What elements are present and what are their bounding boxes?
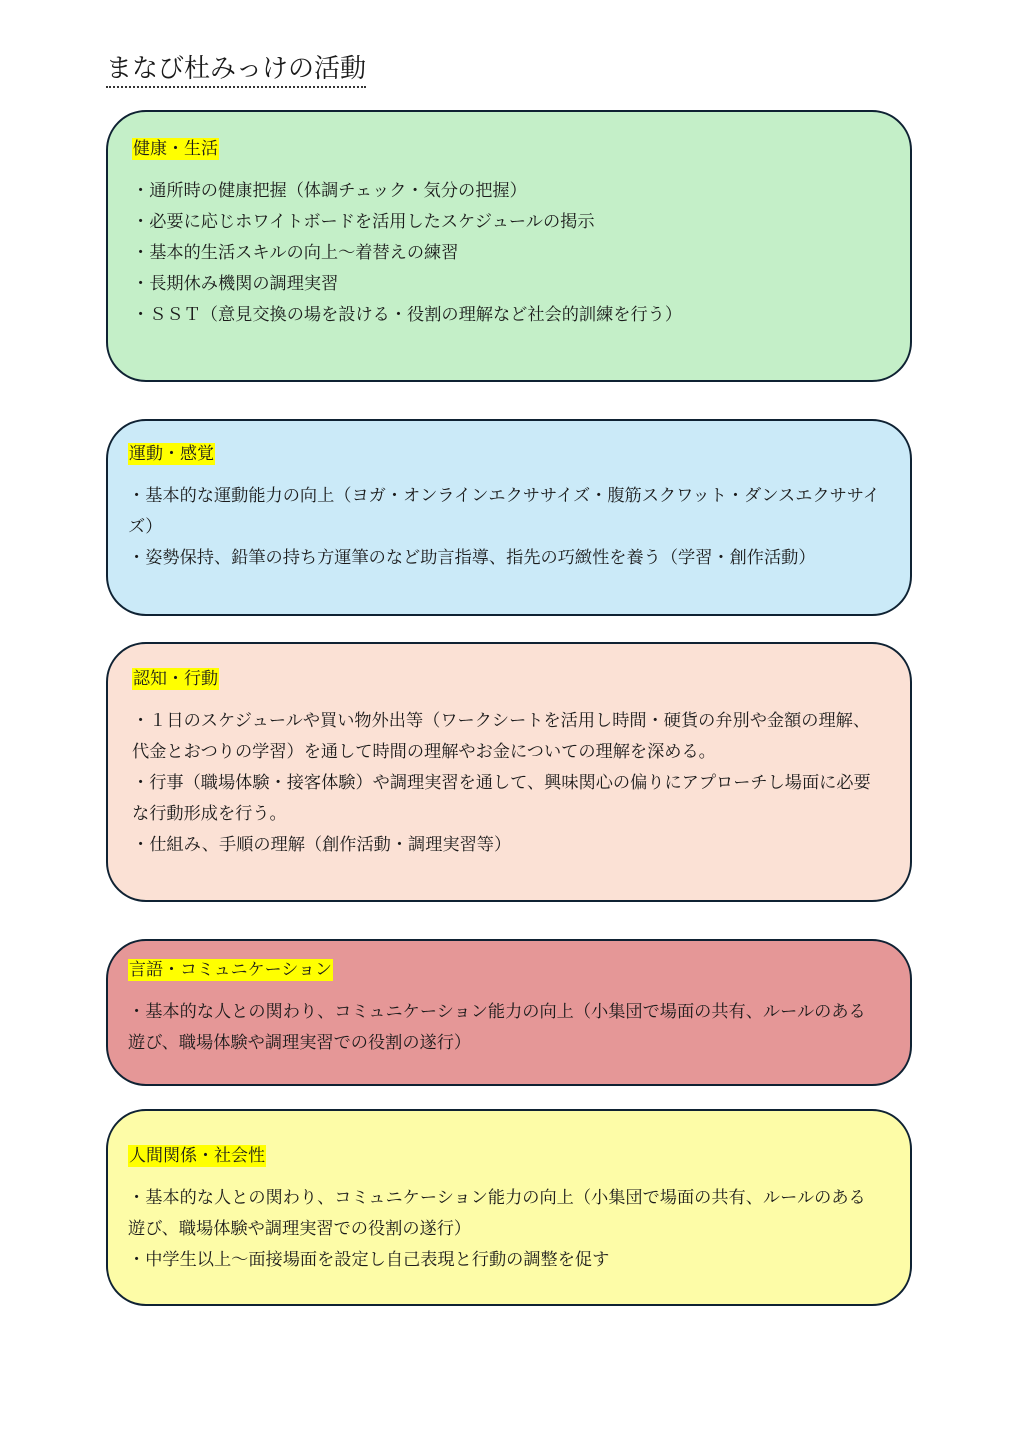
card-cognition-behavior	[106, 642, 912, 902]
page-title: まなび杜みっけの活動	[106, 52, 366, 88]
card-heading: 人間関係・社会性	[129, 1146, 265, 1166]
card-motor-sensory	[106, 419, 912, 616]
list-item: ・仕組み、手順の理解（創作活動・調理実習等）	[132, 835, 512, 855]
card-body	[132, 706, 882, 861]
card-relationships-social	[106, 1109, 912, 1306]
list-item: ・基本的な人との関わり、コミュニケーション能力の向上（小集団で場面の共有、ルールのある遊び、職場体験や調理実習での役割の遂行）	[128, 1002, 866, 1053]
list-item: ・基本的な人との関わり、コミュニケーション能力の向上（小集団で場面の共有、ルールのある遊び、職場体験や調理実習での役割の遂行）	[128, 1188, 866, 1239]
card-heading: 言語・コミュニケーション	[129, 960, 332, 980]
list-item: ・必要に応じホワイトボードを活用したスケジュールの掲示	[132, 212, 595, 232]
list-item: ・中学生以上～面接場面を設定し自己表現と行動の調整を促す	[128, 1250, 610, 1270]
card-language-communication	[106, 939, 912, 1086]
list-item: ・ＳＳＴ（意見交換の場を設ける・役割の理解など社会的訓練を行う）	[132, 305, 683, 325]
card-body	[128, 1183, 882, 1276]
card-heading: 運動・感覚	[129, 444, 214, 464]
list-item: ・姿勢保持、鉛筆の持ち方運筆のなど助言指導、指先の巧緻性を養う（学習・創作活動）	[128, 548, 816, 568]
card-body	[128, 481, 882, 574]
list-item: ・長期休み機関の調理実習	[132, 274, 339, 294]
list-item: ・基本的な運動能力の向上（ヨガ・オンラインエクササイズ・腹筋スクワット・ダンスエクササイズ）	[128, 486, 880, 537]
card-health-life	[106, 110, 912, 382]
list-item: ・行事（職場体験・接客体験）や調理実習を通して、興味関心の偏りにアプローチし場面に必要な行動形成を行う。	[132, 773, 871, 824]
list-item: ・１日のスケジュールや買い物外出等（ワークシートを活用し時間・硬貨の弁別や金額の理解、代金とおつりの学習）を通して時間の理解やお金についての理解を深める。	[132, 711, 871, 762]
list-item: ・基本的生活スキルの向上～着替えの練習	[132, 243, 459, 263]
list-item: ・通所時の健康把握（体調チェック・気分の把握）	[132, 181, 527, 201]
card-body	[132, 176, 882, 331]
card-heading: 認知・行動	[133, 669, 218, 689]
card-heading: 健康・生活	[133, 139, 218, 159]
card-body	[128, 997, 882, 1059]
